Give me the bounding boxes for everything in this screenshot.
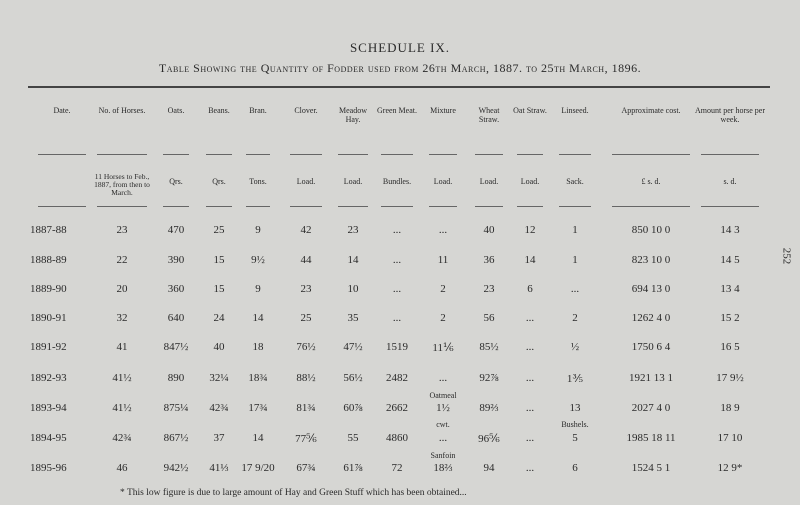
table-cell: 2662 [386, 402, 408, 414]
row-date: 1893-94 [30, 402, 67, 414]
table-cell: 867½ [163, 432, 189, 444]
table-cell: 9 [255, 224, 261, 236]
table-cell: 41⅓ [209, 462, 229, 474]
table-cell: 18 9 [720, 402, 740, 414]
column-header: Approximate cost. [621, 106, 681, 115]
table-cell: 85½ [479, 341, 499, 353]
row-date: 1888-89 [30, 254, 67, 266]
table-cell: 390 [167, 254, 185, 266]
table-cell: ... [525, 312, 535, 324]
header-separator [559, 154, 591, 155]
header-separator [612, 154, 690, 155]
column-header: No. of Horses. [98, 106, 146, 115]
table-cell: 847½ [163, 341, 189, 353]
table-cell: 25 [300, 312, 312, 324]
table-cell: 6 [572, 462, 578, 474]
table-cell: 2 [440, 283, 446, 295]
unit-separator [246, 206, 270, 207]
table-cell: 92⅞ [479, 372, 499, 384]
column-header: Green Meat. [377, 106, 417, 115]
table-cell: 5 [572, 432, 578, 444]
table-cell: 14 [524, 254, 536, 266]
header-separator [206, 154, 232, 155]
table-cell: 6 [527, 283, 533, 295]
table-cell: 360 [167, 283, 185, 295]
table-cell: 1½ [436, 402, 450, 414]
column-header: Amount per horse per week. [695, 106, 765, 124]
table-cell: 67¾ [296, 462, 316, 474]
table-cell: 17 9/20 [241, 462, 275, 474]
table-cell: 11 [437, 254, 449, 266]
table-top-rule [28, 86, 770, 88]
column-unit: Load. [479, 177, 499, 186]
table-cell: 55 [347, 432, 359, 444]
table-cell: 37 [213, 432, 225, 444]
row-date: 1887-88 [30, 224, 67, 236]
unit-separator [559, 206, 591, 207]
table-cell: 32¼ [209, 372, 229, 384]
table-cell: 9 [255, 283, 261, 295]
table-cell: ... [525, 372, 535, 384]
table-cell: 1921 13 1 [629, 372, 673, 384]
table-cell: 15 [213, 283, 225, 295]
table-cell: 1750 6 4 [631, 341, 671, 353]
column-header: Oat Straw. [513, 106, 547, 115]
table-cell: 40 [213, 341, 225, 353]
table-cell: 22 [116, 254, 128, 266]
column-unit: Bundles. [382, 177, 412, 186]
table-cell: 2 [572, 312, 578, 324]
table-subtitle: Table Showing the Quantity of Fodder used from 26th March, 1887. to 25th March, 1896. [158, 61, 642, 75]
table-cell: 9½ [251, 254, 265, 266]
annotation-oatmeal: Oatmeal [429, 391, 457, 400]
table-cell: 36 [483, 254, 495, 266]
header-separator [338, 154, 368, 155]
row-date: 1889-90 [30, 283, 67, 295]
table-cell: 890 [167, 372, 185, 384]
header-separator [381, 154, 413, 155]
table-cell: 850 10 0 [631, 224, 671, 236]
table-cell: 89⅔ [479, 402, 499, 414]
table-cell: ... [525, 462, 535, 474]
column-header: Bran. [249, 106, 267, 115]
column-unit: £ s. d. [641, 177, 661, 186]
table-cell: 18¾ [248, 372, 268, 384]
unit-separator [38, 206, 86, 207]
row-date: 1894-95 [30, 432, 67, 444]
unit-separator [163, 206, 189, 207]
table-cell: 13 [569, 402, 581, 414]
table-cell: ½ [570, 341, 580, 353]
unit-separator [701, 206, 759, 207]
table-cell: 81¾ [296, 402, 316, 414]
table-cell: 17 10 [717, 432, 743, 444]
table-cell: 18 [252, 341, 264, 353]
annotation-bushels: Bushels. [561, 420, 589, 429]
table-cell: 1524 5 1 [631, 462, 671, 474]
column-unit: Sack. [566, 177, 584, 186]
table-cell: 14 3 [720, 224, 740, 236]
column-unit: Qrs. [169, 177, 183, 186]
table-cell: 72 [391, 462, 403, 474]
page-number: 252 [779, 247, 792, 265]
table-cell: ... [525, 432, 535, 444]
table-cell: 42¾ [209, 402, 229, 414]
table-cell: 17¾ [248, 402, 268, 414]
column-header: Meadow Hay. [339, 106, 367, 124]
table-cell: 46 [116, 462, 128, 474]
header-separator [163, 154, 189, 155]
column-header: Clover. [294, 106, 318, 115]
column-unit: Tons. [249, 177, 267, 186]
table-cell: 1985 18 11 [626, 432, 676, 444]
table-cell: 14 [252, 312, 264, 324]
unit-separator [290, 206, 322, 207]
table-cell: 41 [116, 341, 128, 353]
column-header: Mixture [430, 106, 456, 115]
table-cell: 18⅔ [433, 462, 453, 474]
unit-separator [475, 206, 503, 207]
table-cell: ... [392, 254, 402, 266]
table-cell: 14 [347, 254, 359, 266]
header-separator [429, 154, 457, 155]
table-cell: 42 [300, 224, 312, 236]
table-cell: 2482 [386, 372, 408, 384]
table-cell: 41½ [112, 402, 132, 414]
unit-separator [517, 206, 543, 207]
table-cell: 40 [483, 224, 495, 236]
unit-separator [381, 206, 413, 207]
unit-separator [612, 206, 690, 207]
table-cell: 23 [300, 283, 312, 295]
header-separator [475, 154, 503, 155]
table-cell: 12 9* [717, 462, 743, 474]
table-cell: 1⅗ [566, 373, 584, 385]
table-cell: 23 [347, 224, 359, 236]
table-cell: 640 [167, 312, 185, 324]
column-header: Oats. [167, 106, 185, 115]
table-cell: 61⅞ [343, 462, 363, 474]
row-date: 1891-92 [30, 341, 67, 353]
column-header: Wheat Straw. [478, 106, 500, 124]
header-separator [517, 154, 543, 155]
table-cell: ... [525, 341, 535, 353]
table-cell: 32 [116, 312, 128, 324]
annotation-cwt: cwt. [436, 420, 450, 429]
table-cell: 42¾ [112, 432, 132, 444]
column-unit: Load. [433, 177, 453, 186]
column-unit: Qrs. [212, 177, 226, 186]
table-cell: 56 [483, 312, 495, 324]
table-cell: 16 5 [720, 341, 740, 353]
table-cell: ... [392, 312, 402, 324]
column-unit: Load. [343, 177, 363, 186]
table-cell: 60⅞ [343, 402, 363, 414]
table-cell: 10 [347, 283, 359, 295]
unit-separator [97, 206, 147, 207]
table-cell: 875¼ [163, 402, 189, 414]
table-cell: ... [525, 402, 535, 414]
column-unit: s. d. [723, 177, 737, 186]
table-cell: ... [438, 432, 448, 444]
table-cell: 13 4 [720, 283, 740, 295]
table-cell: 1262 4 0 [631, 312, 671, 324]
header-separator [97, 154, 147, 155]
column-unit: Load. [296, 177, 316, 186]
column-header: Date. [53, 106, 71, 115]
column-header: Beans. [208, 106, 230, 115]
table-cell: 17 9½ [716, 372, 744, 384]
table-cell: 12 [524, 224, 536, 236]
schedule-title: SCHEDULE IX. [349, 40, 451, 55]
table-cell: 1 [572, 224, 578, 236]
table-cell: 96⅚ [478, 433, 500, 445]
table-cell: 56½ [343, 372, 363, 384]
unit-separator [429, 206, 457, 207]
table-cell: ... [438, 372, 448, 384]
table-cell: 35 [347, 312, 359, 324]
row-date: 1890-91 [30, 312, 67, 324]
table-cell: ... [570, 283, 580, 295]
table-cell: ... [438, 224, 448, 236]
table-cell: 94 [483, 462, 495, 474]
table-cell: 1 [572, 254, 578, 266]
unit-separator [338, 206, 368, 207]
row-date: 1895-96 [30, 462, 67, 474]
header-separator [38, 154, 86, 155]
table-cell: 25 [213, 224, 225, 236]
table-cell: 2 [440, 312, 446, 324]
table-cell: 77⅚ [295, 433, 317, 445]
table-cell: 24 [213, 312, 225, 324]
table-cell: 20 [116, 283, 128, 295]
table-cell: ... [392, 283, 402, 295]
header-separator [246, 154, 270, 155]
table-cell: 823 10 0 [631, 254, 671, 266]
table-cell: 44 [300, 254, 312, 266]
table-cell: 41½ [112, 372, 132, 384]
table-cell: 15 [213, 254, 225, 266]
header-separator [290, 154, 322, 155]
column-unit: 11 Horses to Feb., 1887, from then to March. [94, 172, 150, 197]
table-cell: 470 [167, 224, 185, 236]
table-cell: 4860 [386, 432, 408, 444]
table-cell: 2027 4 0 [631, 402, 671, 414]
table-cell: 11⅙ [432, 342, 454, 354]
table-cell: 76½ [296, 341, 316, 353]
table-cell: ... [392, 224, 402, 236]
table-cell: 88½ [296, 372, 316, 384]
header-separator [701, 154, 759, 155]
annotation-sanfoin: Sanfoin [430, 451, 456, 460]
table-cell: 942½ [163, 462, 189, 474]
table-cell: 15 2 [720, 312, 740, 324]
table-cell: 47½ [343, 341, 363, 353]
table-cell: 23 [116, 224, 128, 236]
table-cell: 14 [252, 432, 264, 444]
column-unit: Load. [520, 177, 540, 186]
footnote: * This low figure is due to large amount of Hay and Green Stuff which has been obtained... [120, 488, 467, 498]
table-cell: 14 5 [720, 254, 740, 266]
table-cell: 23 [483, 283, 495, 295]
row-date: 1892-93 [30, 372, 67, 384]
table-cell: 1519 [386, 341, 408, 353]
table-cell: 694 13 0 [631, 283, 671, 295]
unit-separator [206, 206, 232, 207]
column-header: Linseed. [561, 106, 589, 115]
